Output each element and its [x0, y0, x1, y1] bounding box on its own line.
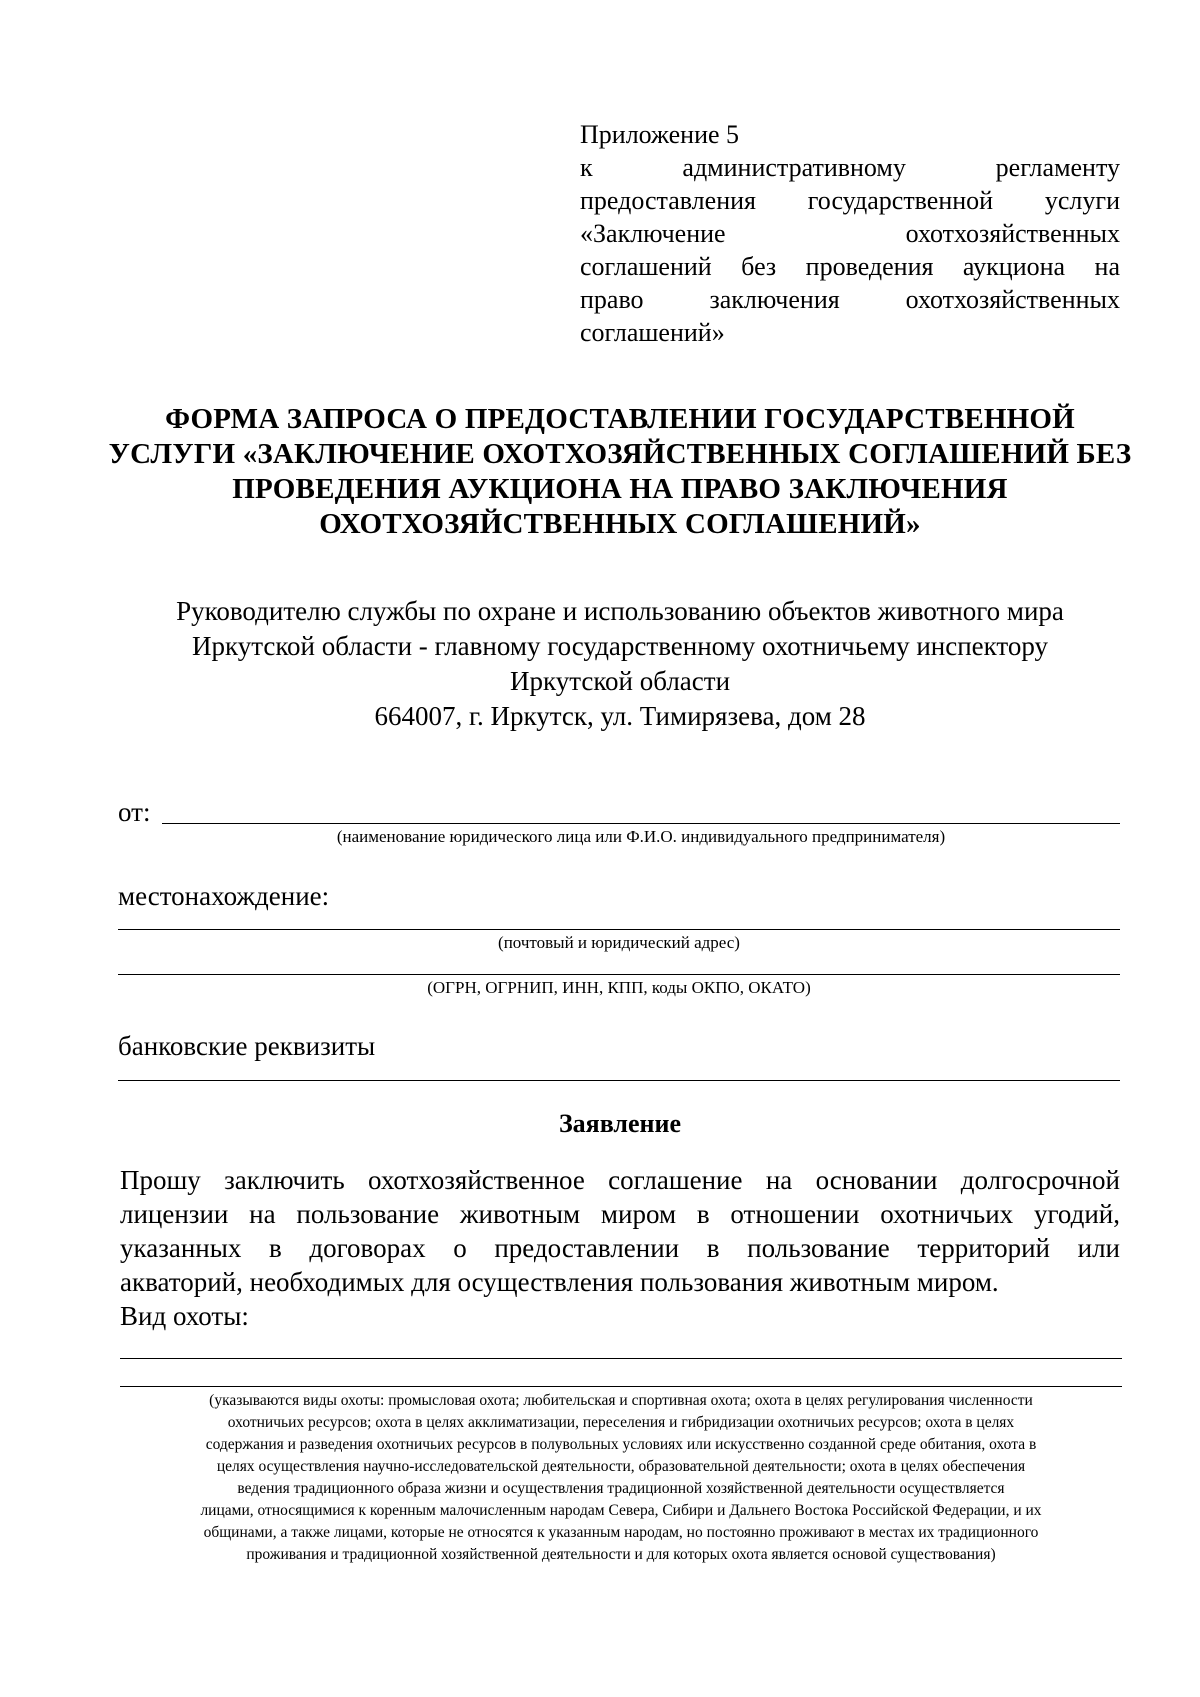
- annex-line: «Заключение охотхозяйственных: [580, 219, 1120, 248]
- addressee-line: Иркутской области: [509, 666, 731, 696]
- from-caption: (наименование юридического лица или Ф.И.О. индивидуального предпринимателя): [336, 827, 946, 846]
- footnote-line: (указываются виды охоты: промысловая охота; любительская и спортивная охота; охота в целях регулирования численности: [209, 1392, 1033, 1409]
- annex-line: соглашений»: [580, 318, 725, 347]
- hunting-type-input-line-2[interactable]: [120, 1386, 1122, 1387]
- annex-line: к административному регламенту: [580, 153, 1120, 182]
- statement-line: Вид охоты:: [120, 1301, 249, 1331]
- codes-input-line[interactable]: [118, 974, 1120, 975]
- from-label: от:: [118, 797, 151, 827]
- footnote-line: охотничьих ресурсов; охота в целях акклиматизации, переселения и гибридизации охотничьих ресурсов; охота в целях: [227, 1414, 1015, 1431]
- annex-line: соглашений без проведения аукциона на: [580, 252, 1120, 281]
- addressee-block: [100, 594, 1140, 734]
- footnote-line: общинами, а также лицами, которые не относятся к указанным народам, но постоянно проживают в местах их традиционного: [203, 1524, 1039, 1541]
- addressee-line: Иркутской области - главному государственному охотничьему инспектору: [191, 631, 1049, 661]
- location-caption: (почтовый и юридический адрес): [498, 933, 740, 952]
- statement-line: акваторий, необходимых для осуществления пользования животным миром.: [120, 1267, 999, 1297]
- bank-input-line[interactable]: [118, 1080, 1120, 1081]
- statement-line: указанных в договорах о предоставлении в пользование территорий или: [120, 1233, 1120, 1263]
- footnote-line: целях осуществления научно-исследовательской деятельности, образовательной деятельности; охота в целях обеспечения: [216, 1458, 1026, 1475]
- annex-line: предоставления государственной услуги: [580, 186, 1120, 215]
- footnote-line: лицами, относящимися к коренным малочисленным народам Севера, Сибири и Дальнего Востока Российской Федерации, и их: [200, 1502, 1042, 1519]
- footnote-line: ведения традиционного образа жизни и осуществления традиционной хозяйственной деятельности осуществляется: [237, 1480, 1005, 1497]
- annex-reference: [580, 118, 1120, 349]
- form-title-line: ОХОТХОЗЯЙСТВЕННЫХ СОГЛАШЕНИЙ»: [319, 508, 921, 540]
- statement-body: [120, 1163, 1120, 1333]
- addressee-line: 664007, г. Иркутск, ул. Тимирязева, дом 28: [374, 701, 866, 731]
- form-title-line: ФОРМА ЗАПРОСА О ПРЕДОСТАВЛЕНИИ ГОСУДАРСТВЕННОЙ: [165, 403, 1075, 435]
- location-input-line[interactable]: [118, 929, 1120, 930]
- bank-label: банковские реквизиты: [118, 1031, 376, 1061]
- addressee-line: Руководителю службы по охране и использованию объектов животного мира: [176, 596, 1064, 626]
- hunting-type-input-line[interactable]: [120, 1358, 1122, 1359]
- hunting-types-footnote: [122, 1390, 1120, 1566]
- location-label: местонахождение:: [118, 881, 330, 911]
- codes-caption: (ОГРН, ОГРНИП, ИНН, КПП, коды ОКПО, ОКАТО): [427, 978, 811, 997]
- statement-line: лицензии на пользование животным миром в отношении охотничьих угодий,: [120, 1199, 1120, 1229]
- form-title: [100, 402, 1140, 542]
- footnote-line: содержания и разведения охотничьих ресурсов в полувольных условиях или искусственно созданной среде обитания, охота в: [205, 1436, 1037, 1453]
- statement-title: Заявление: [558, 1109, 682, 1138]
- from-input-line[interactable]: [162, 823, 1120, 824]
- form-title-line: ПРОВЕДЕНИЯ АУКЦИОНА НА ПРАВО ЗАКЛЮЧЕНИЯ: [232, 473, 1008, 505]
- annex-line: право заключения охотхозяйственных: [580, 285, 1120, 314]
- annex-line: Приложение 5: [580, 120, 740, 149]
- statement-line: Прошу заключить охотхозяйственное соглашение на основании долгосрочной: [120, 1165, 1120, 1195]
- footnote-line: проживания и традиционной хозяйственной деятельности и для которых охота является основой существования): [246, 1546, 996, 1563]
- form-title-line: УСЛУГИ «ЗАКЛЮЧЕНИЕ ОХОТХОЗЯЙСТВЕННЫХ СОГЛАШЕНИЙ БЕЗ: [108, 438, 1132, 470]
